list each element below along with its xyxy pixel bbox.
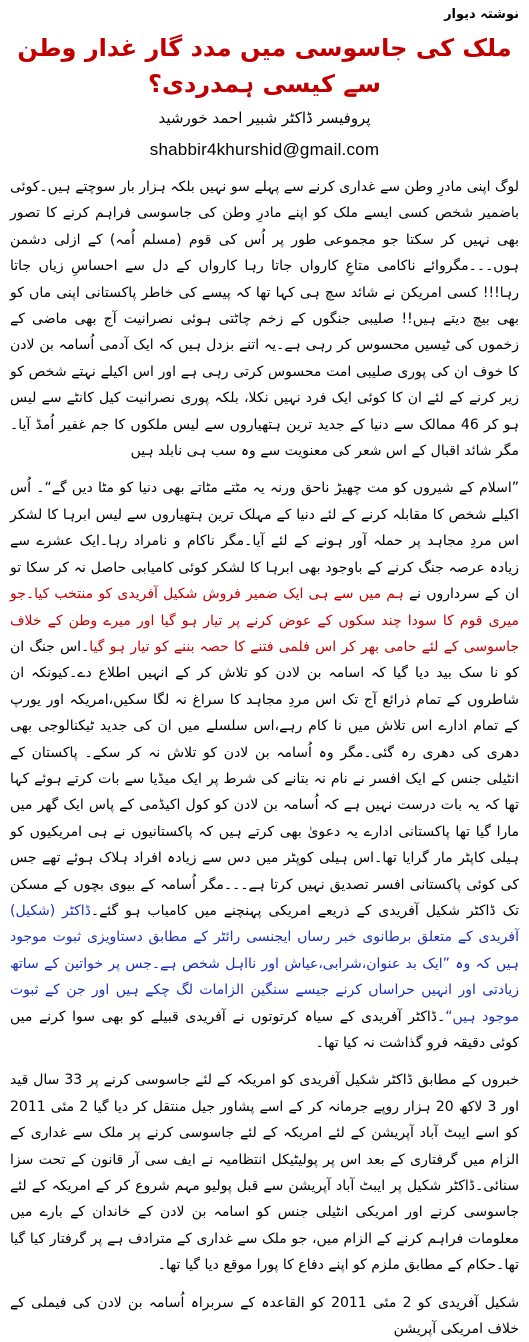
paragraph-text: ”اسلام کے شیروں کو مت چھیڑ ناحق ورنہ یہ مٹتے مٹاتے بھی دنیا کو مٹا دیں گے“۔ اُس اکیلے شخص کا مقابلہ کرنے کے لئے دنیا کے مہلک ترین ہتھیاروں سے لیس ابرہا کا لشکر اس مردِ مجاہد پر حملہ آور ہونے کے لئے آیا۔مگر ناکام و نامراد رہا۔ایک عشرے سے زیادہ عرصہ جنگ کرنے کے باوجود بھی ابرہا کا لشکر کوئی کامیابی حاصل نہ کر سکا تو ان کے سرداروں نے xyxy=(10,480,519,603)
highlighted-text-blue: ڈاکٹر (شکیل) آفریدی کے متعلق برطانوی خبر رساں ایجنسی رائٹر کے مطابق دستاویزی ثبوت موجود ہیں کہ وہ ”ایک بد عنوان،شرابی،عیاش اور نااہل شخص ہے۔جس پر خواتین کے ساتھ زیادتی اور انہیں حراساں کرنے جیسے سنگین الزامات لگ چکے ہیں اور جن کے ثبوت موجود ہیں“ xyxy=(10,902,520,1025)
paragraph xyxy=(10,1290,519,1342)
paragraph-text: شکیل آفریدی کو 2 مئی 2011 کو القاعدہ کے سربراہ اُسامہ بن لادن کی فیملی کے خلاف امریکی آپریشن xyxy=(10,1294,519,1338)
article-body xyxy=(10,174,519,1342)
author-email[interactable]: shabbir4khurshid@gmail.com xyxy=(149,140,380,159)
author-byline: پروفیسر ڈاکٹر شبیر احمد خورشید xyxy=(158,109,371,127)
article-headline: ملک کی جاسوسی میں مدد گار غدار وطن سے کیسی ہمدردی؟ xyxy=(17,34,512,98)
paragraph xyxy=(10,475,519,1056)
paragraph-text: خبروں کے مطابق ڈاکٹر شکیل آفریدی کو امریکہ کے لئے جاسوسی کرنے پر 33 سال قید اور 3 لاکھ 20 ہزار روپے جرمانہ کر کے اسے پشاور جیل منتقل کر دیا گیا 2 مئی 2011 کو اسے ایبٹ آباد آپریشن کے لئے امریکہ کے لئے جاسوسی کرنے پر ملک سے غداری کے الزام میں گرفتاری کے بعد اس پر پولیٹیکل انتظامیہ نے ایف سی آر قانون کے تحت سزا سنائی۔ڈاکٹر شکیل پر ایبٹ آباد آپریشن سے قبل پولیو مہم شروع کر کے امریکہ کے لئے جاسوسی کرنے اور امریکی انٹیلی جنس کو اسامہ بن لادن کے خاندان کے بارے میں معلومات فراہم کرنے کے الزام میں، جو ملک سے غداری کے مترادف ہے پر گرفتار کیا گیا تھا۔حکام کے مطابق ملزم کو اپنے دفاع کا پورا موقع دیا گیا تھا۔ xyxy=(10,1072,519,1274)
column-kicker: نوشتہ دیوار xyxy=(444,7,519,22)
paragraph xyxy=(10,174,519,464)
highlighted-text-red: ہم میں سے ہی ایک ضمیر فروش شکیل آفریدی کو منتخب کیا۔جو میری قوم کا سودا چند سکوں کے عوض کرنے پر تیار ہو گیا اور میرے وطن کے خلاف جاسوسی کے لئے حامی بھر کر اس فلمی فتنے کا حصہ بننے کو تیار ہو گیا xyxy=(10,586,519,655)
paragraph-text: لوگ اپنی مادرِ وطن سے غداری کرنے سے پہلے سو نہیں بلکہ ہزار بار سوچتے ہیں۔کوئی باضمیر شخص کسی ایسے ملک کو اپنے مادرِ وطن کی جاسوسی فراہم کرنے کا تصور بھی نہیں کر سکتا جو مجموعی طور پر اُس کی قوم (مسلم اُمہ) کے ازلی دشمن ہوں۔۔۔مگروائے ناکامی متاعِ کارواں جاتا رہا کارواں کے دل سے احساسِ زیاں جاتا رہا!!! کسی امریکن نے شائد سچ ہی کہا تھا کہ پیسے کی خاطر پاکستانی اپنی ماں کو بھی بیچ دیتے ہیں!! صلیبی جنگوں کے زخم چاٹتی ہوئی نصرانیت آج بھی ماضی کے زخموں کی ٹیسیں محسوس کر رہی ہے۔یہ اتنے بزدل ہیں کہ ایک آدمی اُسامہ بن لادن کا خوف ان کی پوری صلیبی امت محسوس کرتی رہی ہے اور اس اکیلے نہتے شخص کو زیر کرنے کے لئے ان کا کوئی ایک فرد نہیں نکلا، بلکہ پوری نصرانیت کیل کانٹے سے لیس ہو کر 46 ممالک سے دنیا کے جدید ترین ہتھیاروں سے لیس ملکوں کا جم غفیر اُمڈ آیا۔مگر شائد اقبال کے اس شعر کی معنویت سے وہ سب ہی نابلد ہیں xyxy=(10,179,520,460)
paragraph-text: ۔ڈاکٹر آفریدی کے سیاہ کرتوتوں نے آفریدی قبیلے کو بھی سوا کرنے میں کوئی دقیقہ فرو گذاشت نہ کیا تھا۔ xyxy=(10,1008,519,1051)
paragraph xyxy=(10,1067,519,1278)
paragraph-text: ۔اس جنگ ان کو نا سک بید دیا گیا کہ اسامہ بن لادن کو تلاش کر کے انہیں اطلاع دے۔کیونکہ ان شاطروں کے تمام ذرائع آج تک اس مردِ مجاہد کا سراغ نہ لگا سکیں،امریکہ اور یورپ کے تمام ادارے اس تلاش میں نا کام رہے،اس سلسلے میں ان کی جدید ٹیکنالوجی بھی دھری کی دھری رہ گئی۔مگر وہ اُسامہ بن لادن کو تلاش نہ کر سکے۔ پاکستان کے انٹیلی جنس کے ایک افسر نے نام نہ بتانے کی شرط پر ایک میڈیا سے بات کرتے ہوئے کہا تھا کہ یہ بات درست نہیں ہے کہ اُسامہ بن لادن کو کول اکیڈمی کے پاس ایک گھر میں مارا گیا تھا پاکستانی ادارے یہ دعویٰ بھی کرتے ہیں کہ پاکستانیوں نے ہی امریکیوں کو ہیلی کاپٹر مار گرایا تھا۔اس ہیلی کوپٹر میں دس سے زیادہ افراد ہلاک ہوئے تھے جس کی کوئی پاکستانی افسر تصدیق نہیں کرتا ہے۔۔۔مگر اُسامہ کے بیوی بچوں کے مسکن تک ڈاکٹر شکیل آفریدی کے ذریعے امریکی پہنچنے میں کامیاب ہو گئے۔ xyxy=(10,638,520,919)
